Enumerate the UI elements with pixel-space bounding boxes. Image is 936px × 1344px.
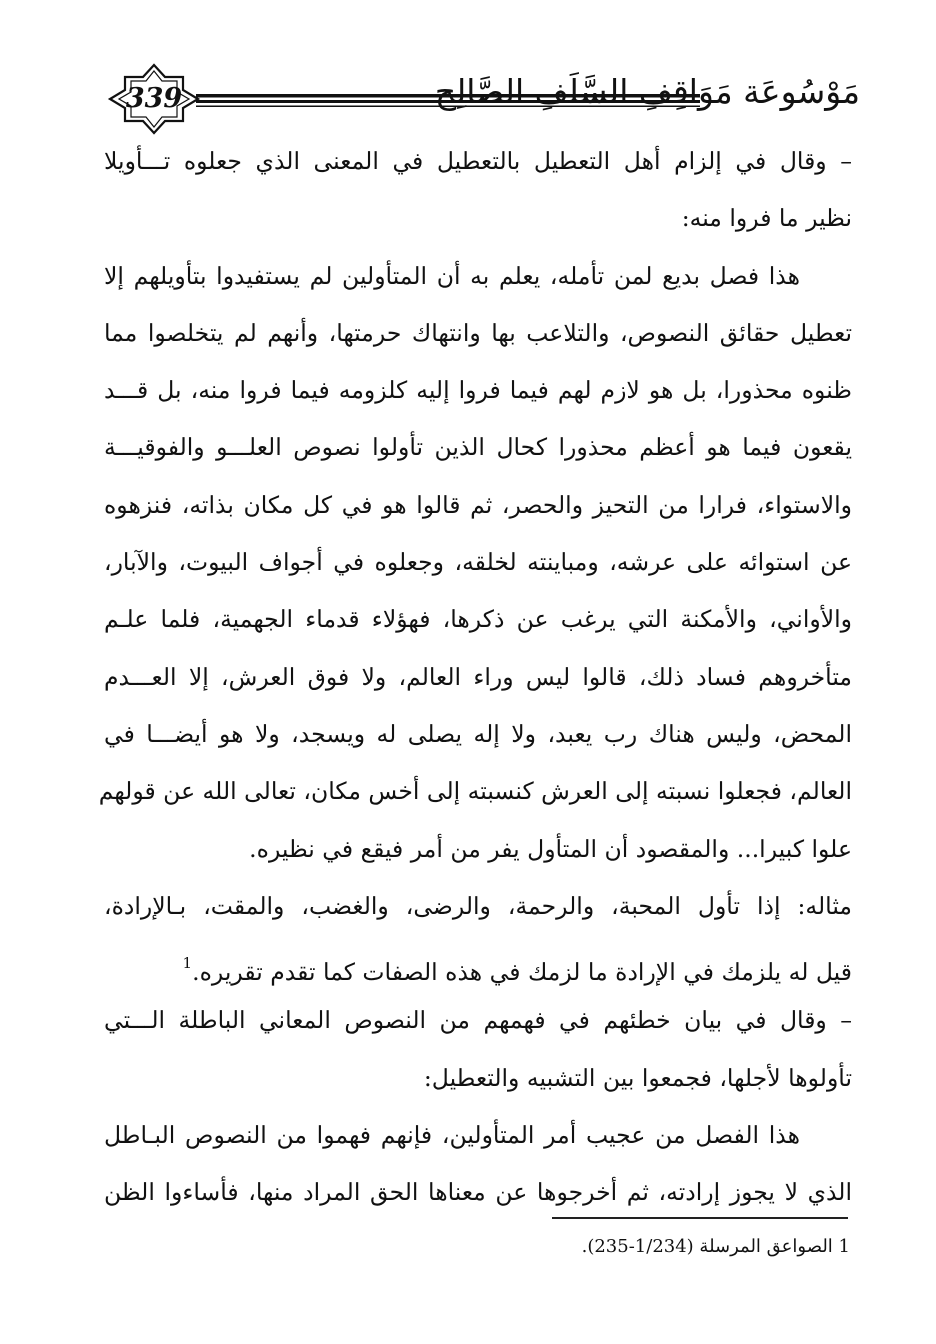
body-line-14: مثاله: إذا تأول المحبة، والرحمة، والرضى، والغضب، والمقت، بـالإرادة، <box>104 891 852 920</box>
body-line-17: تأولوها لأجلها، فجمعوا بين التشبيه والتعطيل: <box>423 1063 852 1092</box>
body-line-19: الذي لا يجوز إرادته، ثم أخرجوها عن معناها الحق المراد منها، فأساءوا الظن <box>104 1178 852 1207</box>
body-line-16: – وقال في بيان خطئهم في فهمهم من النصوص المعاني الباطلة الـــتي <box>104 1006 852 1035</box>
book-title: مَوْسُوعَة مَوَاقِفِ السَّلَفِ الصَّالِح <box>434 72 860 111</box>
body-line-15 <box>104 935 852 992</box>
footnote-separator <box>552 1217 848 1219</box>
body-line-5: ظنوه محذورا، بل هو لازم لهم فيما فروا إليه كلزومه فيما فروا منه، بل قـــد <box>104 376 852 405</box>
body-line-12: العالم، فجعلوا نسبته إلى العرش كنسبته إلى أخس مكان، تعالى الله عن قولهم <box>98 777 852 806</box>
footnote <box>350 1234 850 1260</box>
body-line-1: – وقال في إلزام أهل التعطيل بالتعطيل في المعنى الذي جعلوه تـــأويلا <box>104 147 852 175</box>
body-line-2: نظير ما فروا منه: <box>681 204 852 233</box>
footnote-number: 1 <box>838 1236 850 1257</box>
footnote-reference: 1 <box>182 954 193 973</box>
body-line-9: والأواني، والأمكنة التي يرغب عن ذكرها، فهؤلاء قدماء الجهمية، فلما علـم <box>104 605 852 634</box>
body-line-15-text: قيل له يلزمك في الإرادة ما لزمك في هذه الصفات كما تقدم تقريره. <box>192 958 852 987</box>
footnote-text: الصواعق المرسلة (1/234-235). <box>581 1236 833 1257</box>
body-line-3: هذا فصل بديع لمن تأمله، يعلم به أن المتأولين لم يستفيدوا بتأويلهم إلا <box>104 261 800 290</box>
body-line-10: متأخروهم فساد ذلك، قالوا ليس وراء العالم، ولا فوق العرش، إلا العـــدم <box>104 662 852 691</box>
body-line-18: هذا الفصل من عجيب أمر المتأولين، فإنهم فهموا من النصوص البـاطل <box>104 1121 800 1150</box>
body-line-7: والاستواء، فرارا من التحيز والحصر، ثم قالوا هو في كل مكان بذاته، فنزهوه <box>104 490 852 519</box>
page-number: 339 <box>125 83 183 114</box>
body-line-8: عن استوائه على عرشه، ومباينته لخلقه، وجعلوه في أجواف البيوت، والآبار، <box>104 548 852 577</box>
body-line-13: علوا كبيرا... والمقصود أن المتأول يفر من أمر فيقع في نظيره. <box>249 834 852 863</box>
body-line-11: المحض، وليس هناك رب يعبد، ولا إله يصلى له ويسجد، ولا هو أيضـــا في <box>104 719 852 748</box>
body-line-6: يقعون فيما هو أعظم محذورا كحال الذين تأولوا نصوص العلـــو والفوقيـــة <box>104 433 852 462</box>
body-line-4: تعطيل حقائق النصوص، والتلاعب بها وانتهاك حرمتها، وأنهم لم يتخلصوا مما <box>104 318 852 347</box>
body-text <box>98 133 852 1222</box>
page-header <box>100 62 860 136</box>
